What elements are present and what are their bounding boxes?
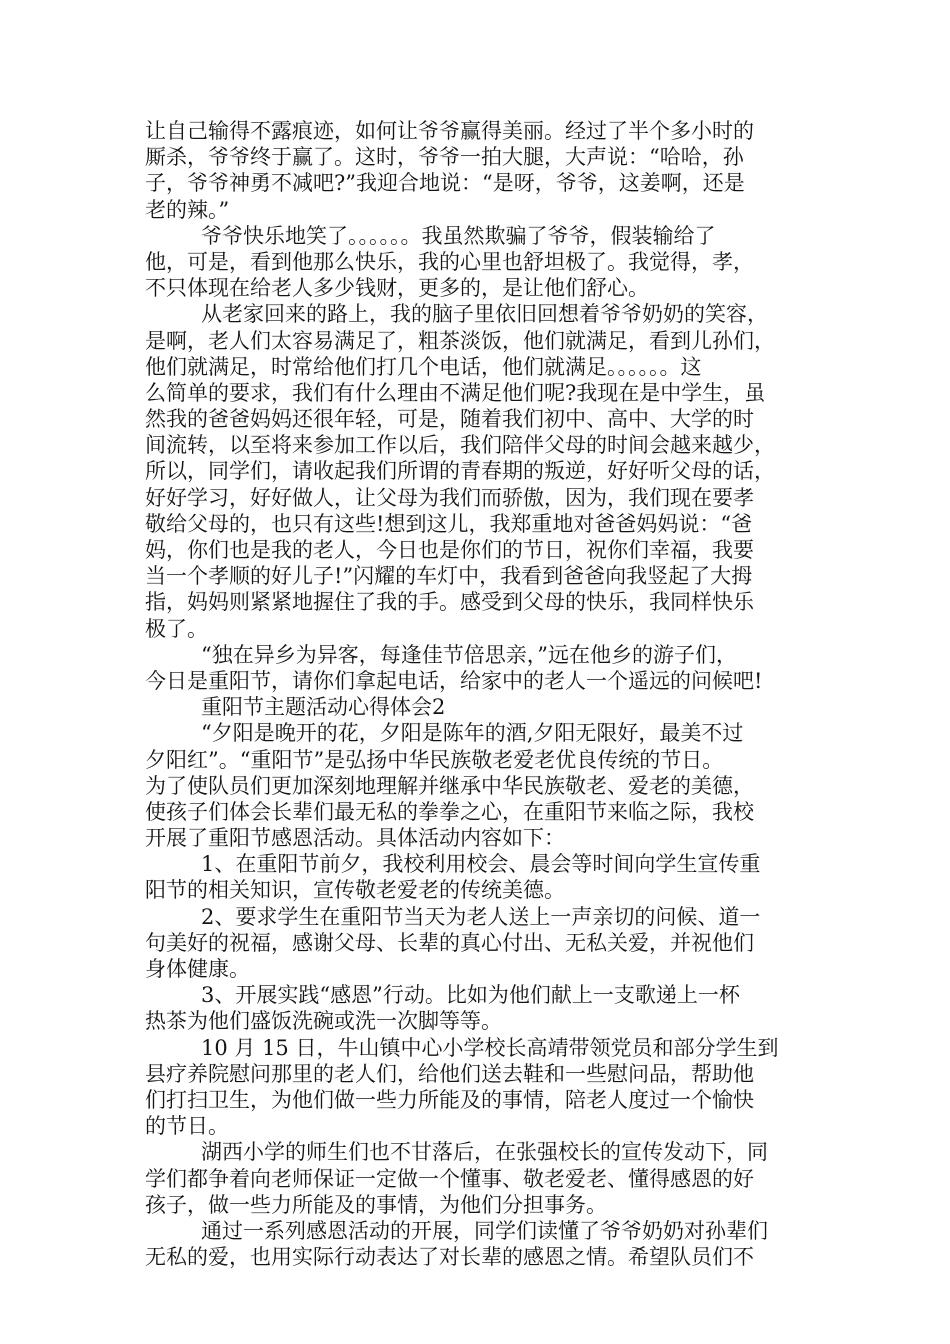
paragraph [145,851,815,903]
text-line: 今日是重阳节，请你们拿起电话，给家中的老人一个遥远的问候吧! [145,668,763,693]
text-line: 当一个孝顺的好儿子!”闪耀的车灯中，我看到爸爸向我竖起了大拇 [145,564,753,589]
text-line: 从老家回来的路上，我的脑子里依旧回想着爷爷奶奶的笑容， [201,302,768,327]
text-line: 孩子，做一些力所能及的事情，为他们分担事务。 [145,1192,607,1217]
text-line: 老的辣。” [145,197,230,222]
paragraph [145,982,815,1034]
text-line: 学们都争着向老师保证一定做一个懂事、敬老爱老、懂得感恩的好 [145,1166,754,1191]
text-line: 身体健康。 [145,957,250,981]
text-line: 夕阳红”。“重阳节”是弘扬中华民族敬老爱老优良传统的节日。 [145,747,724,772]
text-line: 爷爷快乐地笑了。。。。。。我虽然欺骗了爷爷，假装输给了 [201,223,716,248]
paragraph [145,642,815,694]
text-line: “夕阳是晚开的花，夕阳是陈年的酒,夕阳无限好，最美不过 [201,721,744,746]
text-line: 好好学习，好好做人，让父母为我们而骄傲，因为，我们现在要孝 [145,485,754,510]
text-line: 他，可是，看到他那么快乐，我的心里也舒坦极了。我觉得，孝， [145,249,754,274]
document-page [145,118,815,1270]
text-line: 使孩子们体会长辈们最无私的拳拳之心，在重阳节来临之际，我校 [145,799,754,824]
text-line: 敬给父母的，也只有这些!想到这儿，我郑重地对爸爸妈妈说：“爸 [145,511,753,536]
text-line: 他们就满足，时常给他们打几个电话，他们就满足。。。。。。这 [145,354,702,379]
text-line: 2、要求学生在重阳节当天为老人送上一声亲切的问候、道一 [201,904,761,929]
paragraph [145,1218,815,1270]
text-line: 间流转，以至将来参加工作以后，我们陪伴父母的时间会越来越少， [145,433,775,458]
text-line: 重阳节主题活动心得体会2 [201,695,446,720]
text-line: 湖西小学的师生们也不甘落后，在张强校长的宣传发动下，同 [201,1140,768,1165]
text-line: 让自己输得不露痕迹，如何让爷爷赢得美丽。经过了半个多小时的 [145,119,754,143]
text-line: 10 月 15 日，牛山镇中心小学校长高靖带领党员和部分学生到 [201,1035,779,1060]
text-line: 无私的爱，也用实际行动表达了对长辈的感恩之情。希望队员们不 [145,1245,754,1270]
text-line: 厮杀，爷爷终于赢了。这时，爷爷一拍大腿，大声说：“哈哈，孙 [145,145,744,170]
text-line: 是啊，老人们太容易满足了，粗茶淡饭，他们就满足，看到儿孙们， [145,328,775,353]
text-line: 所以，同学们，请收起我们所谓的青春期的叛逆，好好听父母的话， [145,459,775,484]
text-line: 通过一系列感恩活动的开展，同学们读懂了爷爷奶奶对孙辈们 [201,1218,768,1243]
text-line: 句美好的祝福，感谢父母、长辈的真心付出、无私关爱，并祝他们 [145,930,754,955]
paragraph [145,118,815,223]
paragraph [145,1139,815,1218]
text-line: 妈，你们也是我的老人，今日也是你们的节日，祝你们幸福，我要 [145,538,754,562]
paragraph [145,301,815,641]
text-line: 热茶为他们盛饭洗碗或洗一次脚等等。 [145,1009,502,1034]
paragraph [145,223,815,302]
text-line: 的节日。 [145,1114,229,1139]
text-line: 不只体现在给老人多少钱财，更多的，是让他们舒心。 [145,276,649,301]
text-line: 为了使队员们更加深刻地理解并继承中华民族敬老、爱老的美德， [145,773,754,798]
text-line: 1、在重阳节前夕，我校利用校会、晨会等时间向学生宣传重 [201,852,761,877]
paragraph [145,1035,815,1140]
text-line: 县疗养院慰问那里的老人们，给他们送去鞋和一些慰问品，帮助他 [145,1061,754,1086]
text-line: 开展了重阳节感恩活动。具体活动内容如下： [145,826,565,851]
text-line: 3、开展实践“感恩”行动。比如为他们献上一支歌递上一杯 [201,983,740,1008]
text-line: “独在异乡为异客，每逢佳节倍思亲，”远在他乡的游子们， [201,642,737,667]
text-line: 然我的爸爸妈妈还很年轻，可是，随着我们初中、高中、大学的时 [145,407,754,432]
text-line: 指，妈妈则紧紧地握住了我的手。感受到父母的快乐，我同样快乐 [145,590,754,615]
paragraph [145,694,815,720]
text-line: 们打扫卫生，为他们做一些力所能及的事情，陪老人度过一个愉快 [145,1087,754,1112]
text-line: 阳节的相关知识，宣传敬老爱老的传统美德。 [145,878,565,903]
document-body [145,118,815,1270]
paragraph [145,720,815,851]
text-line: 极了。 [145,616,208,641]
paragraph [145,904,815,983]
text-line: 么简单的要求，我们有什么理由不满足他们呢?我现在是中学生，虽 [145,380,766,405]
text-line: 子，爷爷神勇不减吧?”我迎合地说：“是呀，爷爷，这姜啊，还是 [145,171,745,196]
